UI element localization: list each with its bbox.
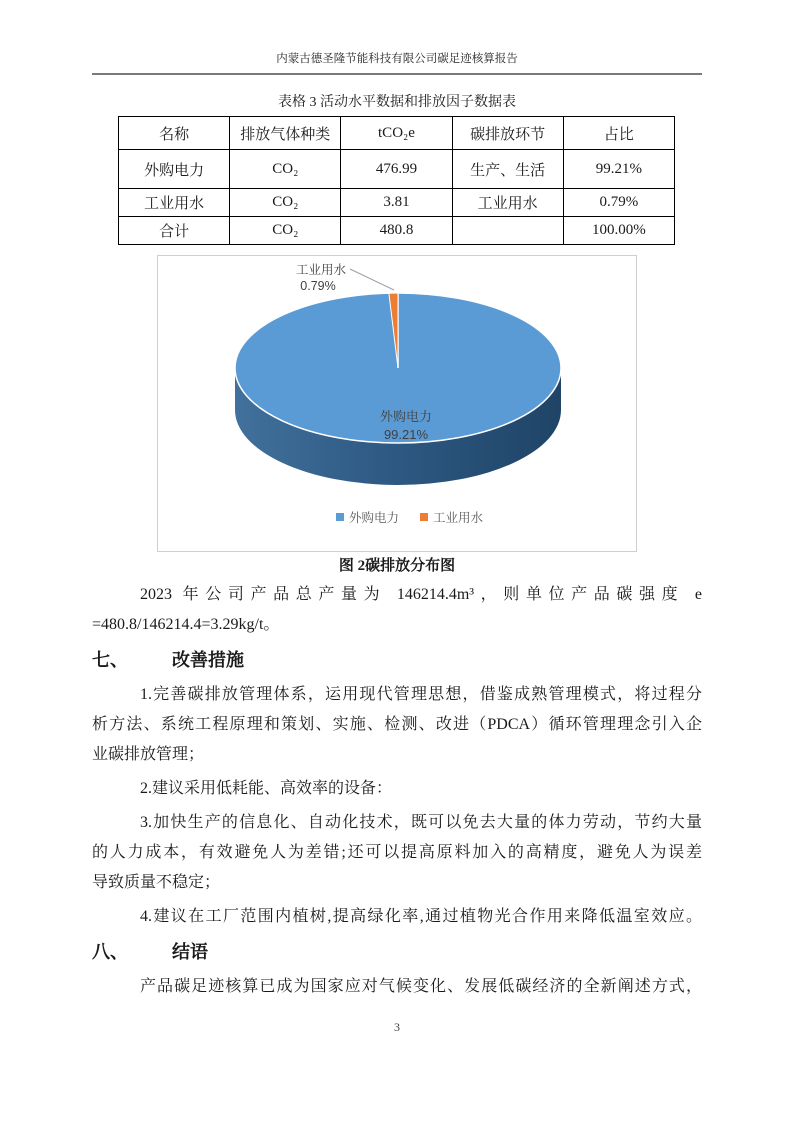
table-header-cell: 碳排放环节 (452, 117, 563, 150)
table-cell: CO₂ (230, 189, 341, 217)
data-table (118, 116, 675, 245)
table-cell (452, 217, 563, 245)
table-cell: 工业用水 (452, 189, 563, 217)
improvement-item-4 (92, 902, 702, 932)
text-line: 2.建议采用低耗能、高效率的设备： (140, 780, 393, 797)
text-line: 1.完善碳排放管理体系，运用现代管理思想，借鉴成熟管理模式，将过程分 (140, 686, 702, 703)
table-row (119, 217, 675, 245)
table-cell: 合计 (119, 217, 230, 245)
table-header-cell: tCO₂e (341, 117, 452, 150)
table-cell: 生产、生活 (452, 150, 563, 189)
text-line: 4.建议在工厂范围内植树,提高绿化率,通过植物光合作用来降低温室效应。 (140, 908, 702, 925)
text-line: 3.加快生产的信息化、自动化技术，既可以免去大量的体力劳动，节约大量 (140, 814, 702, 831)
table-title: 表格 3 活动水平数据和排放因子数据表 (278, 95, 516, 110)
text-line: 产品碳足迹核算已成为国家应对气候变化、发展低碳经济的全新阐述方式， (140, 978, 702, 995)
table-cell: 外购电力 (119, 150, 230, 189)
figure-caption: 图 2碳排放分布图 (338, 558, 456, 574)
callout-label-value: 0.79% (300, 279, 336, 293)
table-cell: 476.99 (341, 150, 452, 189)
conclusion-paragraph (92, 972, 702, 1002)
text-line: 业碳排放管理； (92, 746, 205, 763)
table-cell: 480.8 (341, 217, 452, 245)
callout-label-name: 工业用水 (295, 263, 347, 277)
text-line: =480.8/146214.4=3.29kg/t。 (92, 616, 280, 633)
table-header-row (119, 117, 675, 150)
improvement-item-2 (92, 774, 702, 804)
table-cell: 工业用水 (119, 189, 230, 217)
table-header-cell: 占比 (563, 117, 674, 150)
improvement-item-3 (92, 808, 702, 898)
intensity-paragraph (92, 580, 702, 640)
callout-leader-line (350, 269, 394, 290)
section-heading-conclusion (92, 940, 702, 964)
text-line: 析方法、系统工程原理和策划、实施、检测、改进（PDCA）循环管理理念引入企 (92, 716, 702, 733)
table-cell: 0.79% (563, 189, 674, 217)
section-title: 结语 (172, 942, 208, 962)
section-heading-improvements (92, 648, 702, 672)
page-number: 3 (394, 1020, 400, 1034)
chart-legend (336, 510, 484, 525)
table-row (119, 150, 675, 189)
pie-chart (158, 256, 636, 549)
main-slice-label-name: 外购电力 (379, 409, 433, 424)
legend-label-electricity: 外购电力 (349, 511, 400, 525)
table-cell: CO₂ (230, 217, 341, 245)
main-slice-label-value: 99.21% (383, 427, 429, 442)
pie-chart-frame (157, 255, 637, 552)
text-line: 的人力成本，有效避免人为差错;还可以提高原料加入的高精度，避免人为误差 (92, 844, 702, 861)
page-content (92, 94, 702, 1002)
legend-label-water: 工业用水 (433, 511, 484, 525)
section-title: 改善措施 (172, 650, 244, 670)
legend-swatch-water (420, 513, 428, 521)
text-line: 2023 年公司产品总产量为 146214.4m³，则单位产品碳强度 e (140, 586, 702, 603)
table-cell: 99.21% (563, 150, 674, 189)
table-cell: 3.81 (341, 189, 452, 217)
table-cell: 100.00% (563, 217, 674, 245)
section-number: 八、 (92, 942, 128, 962)
text-line: 导致质量不稳定； (92, 874, 221, 891)
table-row (119, 189, 675, 217)
running-header: 内蒙古德圣隆节能科技有限公司碳足迹核算报告 (92, 50, 702, 75)
table-header-cell: 名称 (119, 117, 230, 150)
improvement-item-1 (92, 680, 702, 770)
table-cell: CO₂ (230, 150, 341, 189)
table-header-cell: 排放气体种类 (230, 117, 341, 150)
legend-swatch-electricity (336, 513, 344, 521)
section-number: 七、 (92, 650, 128, 670)
